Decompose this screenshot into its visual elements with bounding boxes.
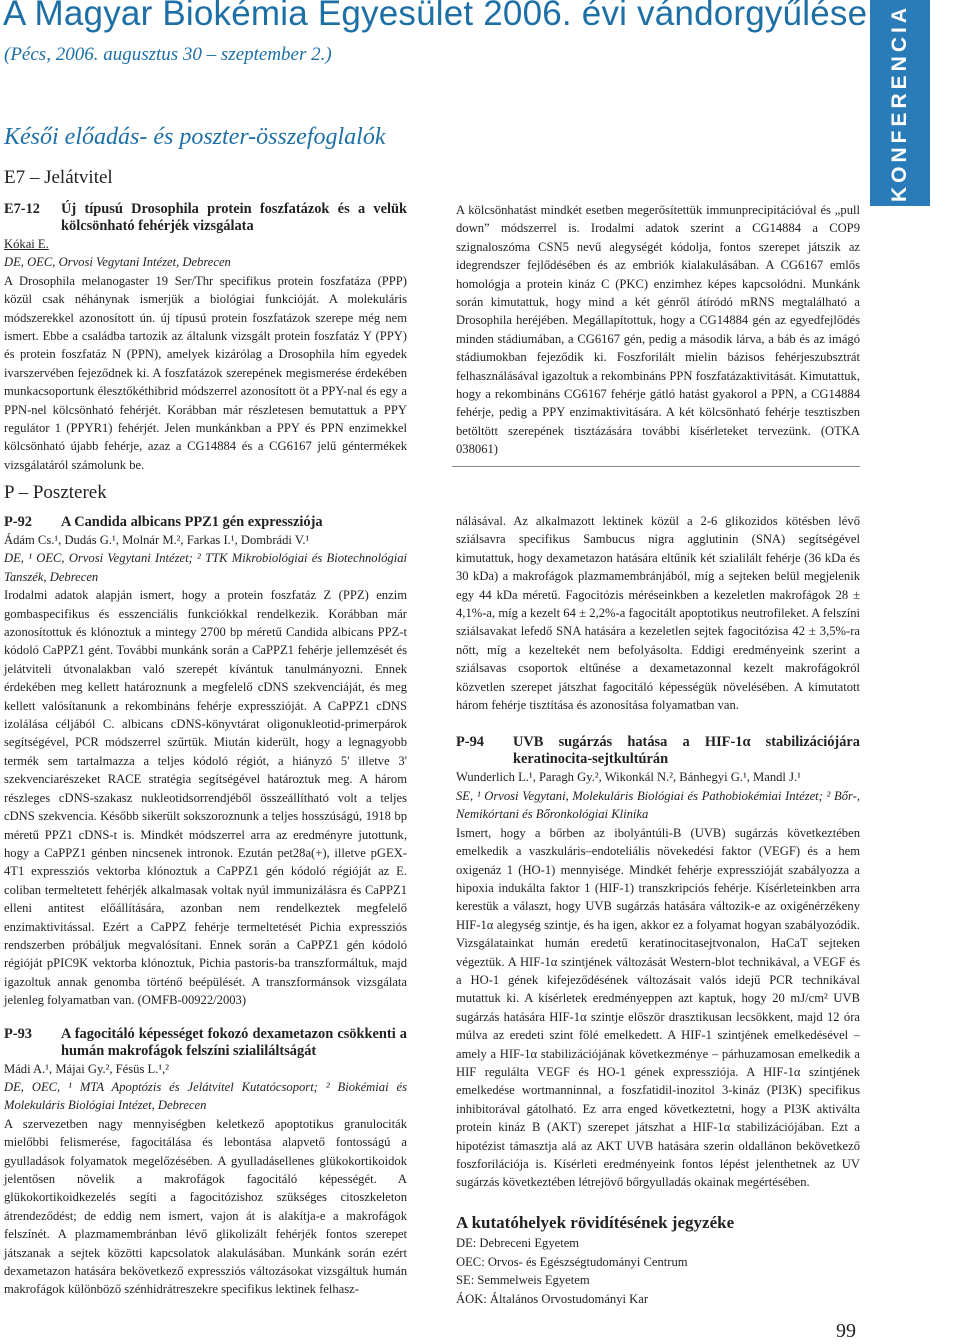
- e7-12-heading: [4, 201, 407, 235]
- p94-body: Ismert, hogy a bőrben az ibolyántúli-B (UVB) sugárzás következtében emelkedik a vaszkuláris–endoteliális növekedési faktor (VEGF) és a hem oxigenáz 1 (HO-1) mennyisége. Mindkét fehérje expresszióját szabályozza a hipoxia indukálta faktor 1 (HIF-1) transzkripciós fehérje. Kísérleteinkben arra kerestük a választ, hogy UVB sugárzás hatására változik-e az oxigénérzékeny HIF-1α alegység szintje, és ha igen, akkor ez a folyamat hogyan szabályozódik. Vizsgálatainkat humán eredetű keratinocitasejtvonalon, HaCaT sejteken végeztük. A HIF-1α szintjének változását Western-blot technikával, a VEGF és a HO-1 gének kifejeződésének változásait valós idejű PCR technikával mutattuk ki. A kísérletek eredményeppen azt kaptuk, hogy 20 mJ/cm² UVB sugárzás hatására HIF-1α szintje először drasztikusan lecsökkent, majd 12 óra múlva az eredeti szint fölé emelkedett. A HIF-1 szintjének emelkedésével – amely a HIF-1α stabilizációjának következménye – párhuzamosan emelkedik a HIF regulálta VEGF és HO-1 gének expressziója. A HIF-1α szintjének emelkedése wortmanninnal, a foszfatidil-inozitol 3-kináz (PI3K) specifikus inhibitorával gátolható. Ez arra enged következtetni, hogy a PI3K aktiválta protein kináz B (AKT) szerepet játszhat a HIF-1α stabilizációjában. Ezt a hipotézist támasztja alá az AKT UVB hatására szerin oldallánon bekövetkező foszforilációja is. Kísérleti eredményeink fontos lépést jelenthetnek az UV sugárzás következtében létrejövő bőrgyulladás okainak megértésében.: [456, 825, 860, 1190]
- posters-right-column: [456, 512, 860, 1309]
- e7-12-abstract-right: [456, 201, 860, 459]
- e7-12-title: Új típusú Drosophila protein foszfatázok és a velük kölcsönható fehérjék vizsgálata: [61, 201, 407, 234]
- p93-code: P-93: [4, 1025, 32, 1042]
- p93-title: A fagocitáló képességet fokozó dexametazon csökkenti a humán makrofágok felszíni szialiláltságát: [61, 1025, 407, 1059]
- p94-code: P-94: [456, 734, 484, 751]
- p92-body: Irodalmi adatok alapján ismert, hogy a protein foszfatáz Z (PPZ) enzim gombaspecifikus és esszenciális funkciókkal rendelkezik. Korábban már azonosítottuk és klónoztuk a mintegy 2700 bp méretű Candida albicans PPZ-t kódoló CaPPZ1 gént. További munkánk során a CaPPZ1 fehérje jellemzését és jelátviteli útvonalakban való szerepét kívántuk tanulmányozni. Ennek érdekében meg kellett határoznunk a megfelelő cDNS szekvenciáját, és meg kellett valósítanunk a rekombináns fehérje expresszióját. A CaPPZ1 cDNS izolálása céljából C. albicans cDNS-könyvtárat oligonukleotid-primerpárok segítségével, PCR módszerrel szűrtük. Miután kiderült, hogy a legnagyobb termék sem tartalmazza a teljes kódoló régiót, a hiányzó 5' illetve 3' szekvenciarészeket RACE stratégia segítségével határoztuk meg. A három részleges cDNS-szakasz nukleotidsorrendjéből összeállítható volt a teljes cDNS szekvencia. Később sikerült sokszoroznunk a teljes hosszúságú, 1918 bp méretű PPZ1 cDNS-t is. Mindkét módszerrel arra az eredményre jutottunk, hogy a CaPPZ1 génben nincsenek intronok. Ezután pet28a(+), illetve pGEX-4T1 expressziós vektorba klónoztuk a CaPPZ1 gén kódoló régióját az E. coliban termeltetett fehérjék alkalmasak voltak nyúl immunizálásra és CaPPZ1 elleni antitest előállítására, azonban nem rendelkeztek megfelelő enzimaktivitással. Ezért a CaPPZ fehérje termeltetését Pichia expressziós rendszerben próbáljuk megvalósítani. Ennek során a CaPPZ1 gén kódoló régióját pPIC9K vektorba klónoztuk, Pichia pastoris-ba transzformáltuk, majd igazoltuk annak genomba történő beépülését. A transzformánsok vizsgálata jelenleg folyamatban van. (OMFB-00922/2003): [4, 588, 407, 1008]
- abbreviation-item: OEC: Orvos- és Egészségtudományi Centrum: [456, 1254, 688, 1269]
- p93-body-left: A szervezetben nagy mennyiségben keletkező apoptotikus granulociták mielőbbi felismerése, fagocitálása és lebontása alapvető fontosságú a gyulladások folyamatok megelőzésében. A gyulladásellenes glükokortikoidok jelentősen növelik a makrofágok fagocitáló képességét. A glükokortikoidkezelés segíti a fagocitózishoz szükséges citoszkeleton átrendeződést; de eddig nem ismert, vajon át is alakítja-e a makrofágok felszínét. A plazmamembránban lévő glikolizált fehérjék fontos szerepet játszanak a sejtek közötti kapcsolatok alakulásában. Munkánk során ezért dexametazon hatására bekövetkező expressziós változásokat vizsgáltuk humán makrofágok különböző szénhidrátreszekre specifikus lektinek felhasz-: [4, 1116, 407, 1297]
- posters-heading: P – Poszterek: [4, 482, 107, 503]
- p92-affiliation: DE, ¹ OEC, Orvosi Vegytani Intézet; ² TTK Mikrobiológiai és Biotechnológiai Tanszék, Debrecen: [4, 551, 407, 584]
- page-header-title: A Magyar Biokémia Egyesület 2006. évi vándorgyűlése: [3, 0, 868, 33]
- p93-heading: [4, 1026, 407, 1060]
- e7-12-authors: Kókai E.: [4, 237, 49, 251]
- abbreviation-item: DE: Debreceni Egyetem: [456, 1236, 580, 1251]
- e7-heading: E7 – Jelátvitel: [4, 167, 113, 188]
- page-header-subtitle: (Pécs, 2006. augusztus 30 – szeptember 2.): [4, 44, 332, 65]
- side-label: KONFERENCIA: [888, 3, 911, 203]
- abbreviations-block: [456, 1214, 860, 1309]
- p92-title: A Candida albicans PPZ1 gén expressziója: [61, 514, 323, 530]
- section-divider: [452, 466, 860, 467]
- p92-authors: Ádám Cs.¹, Dudás G.¹, Molnár M.², Farkas I.¹, Dombrádi V.¹: [4, 533, 310, 547]
- abbreviations-title: A kutatóhelyek rövidítésének jegyzéke: [456, 1212, 735, 1232]
- p94-title: UVB sugárzás hatása a HIF-1α stabilizációjára keratinocita-sejtkultúrán: [513, 734, 860, 768]
- section-title: Késői előadás- és poszter-összefoglalók: [4, 124, 386, 150]
- e7-12-abstract-left: [4, 201, 407, 474]
- abbreviation-item: ÁOK: Általános Orvostudományi Kar: [456, 1292, 649, 1306]
- p92-code: P-92: [4, 514, 32, 530]
- p93-body-right: nálásával. Az alkalmazott lektinek közül a 2-6 glikozidos kötésben lévő sziálsavra specifikus Sambucus nigra agglutinin (SNA) segítségével kimutattuk, hogy dexametazon hatására eltűnik két szialilált fehérje (36 kDa és 30 kDa) a makrofágok plazmamembránjából, míg a sejteken belül megjelenik egy 44 kDa méretű. Fagocitózis méréseinkben a kezeletlen makrofágok 28 ± 4,1%-a, míg a kezelt 64 ± 2,2%-a fagocitált apoptotikus neutrofileket. A felszíni sziálsavakat lefedő SNA hatására a kezeletlen sejtek fagocitózisa 42 ± 3,5%-ra nőtt, míg a kezeltekét nem befolyásolta. Eddigi eredményeink szerint a sziálsavas csoportok eltűnése a dexametazonnal kezelt makrofágokról közvetlen szerepet játszhat fagocitáló képességük növelésében. A kimutatott három fehérje tisztítása és azonosítása folyamatban van.: [456, 514, 860, 713]
- abbreviation-item: SE: Semmelweis Egyetem: [456, 1273, 590, 1288]
- p94-affiliation: SE, ¹ Orvosi Vegytani, Molekuláris Biológiai és Pathobiokémiai Intézet; ² Bőr-, Nemikórtani és Bőronkológiai Klinika: [456, 788, 860, 822]
- e7-12-body-right: A kölcsönhatást mindkét esetben megerősítettük immunprecipitációval és „pull down” módszerrel is. Irodalmi adatok szerint a CG14884 a COP9 szignaloszóma CSN5 nevű alegységét kódolja, fontos szerepet játszik az idegrendszer fejlődésében és az embriók kialakulásában. A CG6167 emlős homológja a protein kináz C (PKC) enzimhez képes kapcsolódni. Munkánk során kimutattuk, hogy mind a két génről átíródó mRNS megtalálható a Drosophila heréjében. Megállapítottuk, hogy a CG14884 gén az egyedfejlődés minden stádiumában, a CG6167 gén, pedig a második lárva, a báb és az imágó stádiumokban fejeződik ki. Foszforilált mielin bázisos fehérjeszubsztrát felhasználásával igazoltuk a rekombináns PPN foszfatázaktivitását. Kimutattuk, hogy a rekombináns CG6167 fehérje gátló hatást gyakorol a PPN, a CG14884 fehérje, pedig a PPY enzimaktivitására. A két kölcsönható fehérje tesztiszben betöltött szerepének tisztázására további kísérleteket tervezünk. (OTKA 038061): [456, 203, 860, 457]
- p93-authors: Mádi A.¹, Májai Gy.², Fésüs L.¹,²: [4, 1061, 170, 1076]
- e7-12-code: E7-12: [4, 201, 40, 217]
- p92-heading: [4, 514, 407, 531]
- e7-12-affiliation: DE, OEC, Orvosi Vegytani Intézet, Debrecen: [4, 255, 231, 270]
- p94-authors: Wunderlich L.¹, Paragh Gy.², Wikonkál N.², Bánhegyi G.¹, Mandl J.¹: [456, 770, 801, 785]
- side-label-band: [870, 0, 930, 206]
- p93-affiliation: DE, OEC, ¹ MTA Apoptózis és Jelátvitel Kutatócsoport; ² Biokémiai és Molekuláris Biológiai Intézet, Debrecen: [4, 1079, 407, 1113]
- e7-12-body-left: A Drosophila melanogaster 19 Ser/Thr specifikus protein foszfatáza (PPP) közül csak néhánynak ismerjük a biológiai funkcióját. A molekuláris módszerekkel azonosított ún. új típusú protein foszfatázok szerepe még nem ismert. Ebbe a családba tartozik az általunk vizsgált protein foszfatáz Y (PPY) és protein foszfatáz N (PPN), amelyek kizárólag a Drosophila hím egyedek ivarszervében fejeződnek ki. A foszfatázok szerepének megismerése érdekében munkacsoportunk élesztőkéthibrid módszerrel azonosított öt a PPY-nal és egy a PPN-nel kölcsönható fehérjét. Korábban már részletesen bemutattuk a PPY regulátor 1 (PPYR1) fehérjét. Jelen munkánkban a PPY és PPN enzimekkel kölcsönható újabb fehérje, azaz a CG14884 és a CG6167 jelű géntermékek vizsgálatáról számolunk be.: [4, 273, 407, 472]
- page-number: 99: [836, 1320, 856, 1342]
- p94-heading: [456, 734, 860, 768]
- posters-left-column: [4, 514, 407, 1299]
